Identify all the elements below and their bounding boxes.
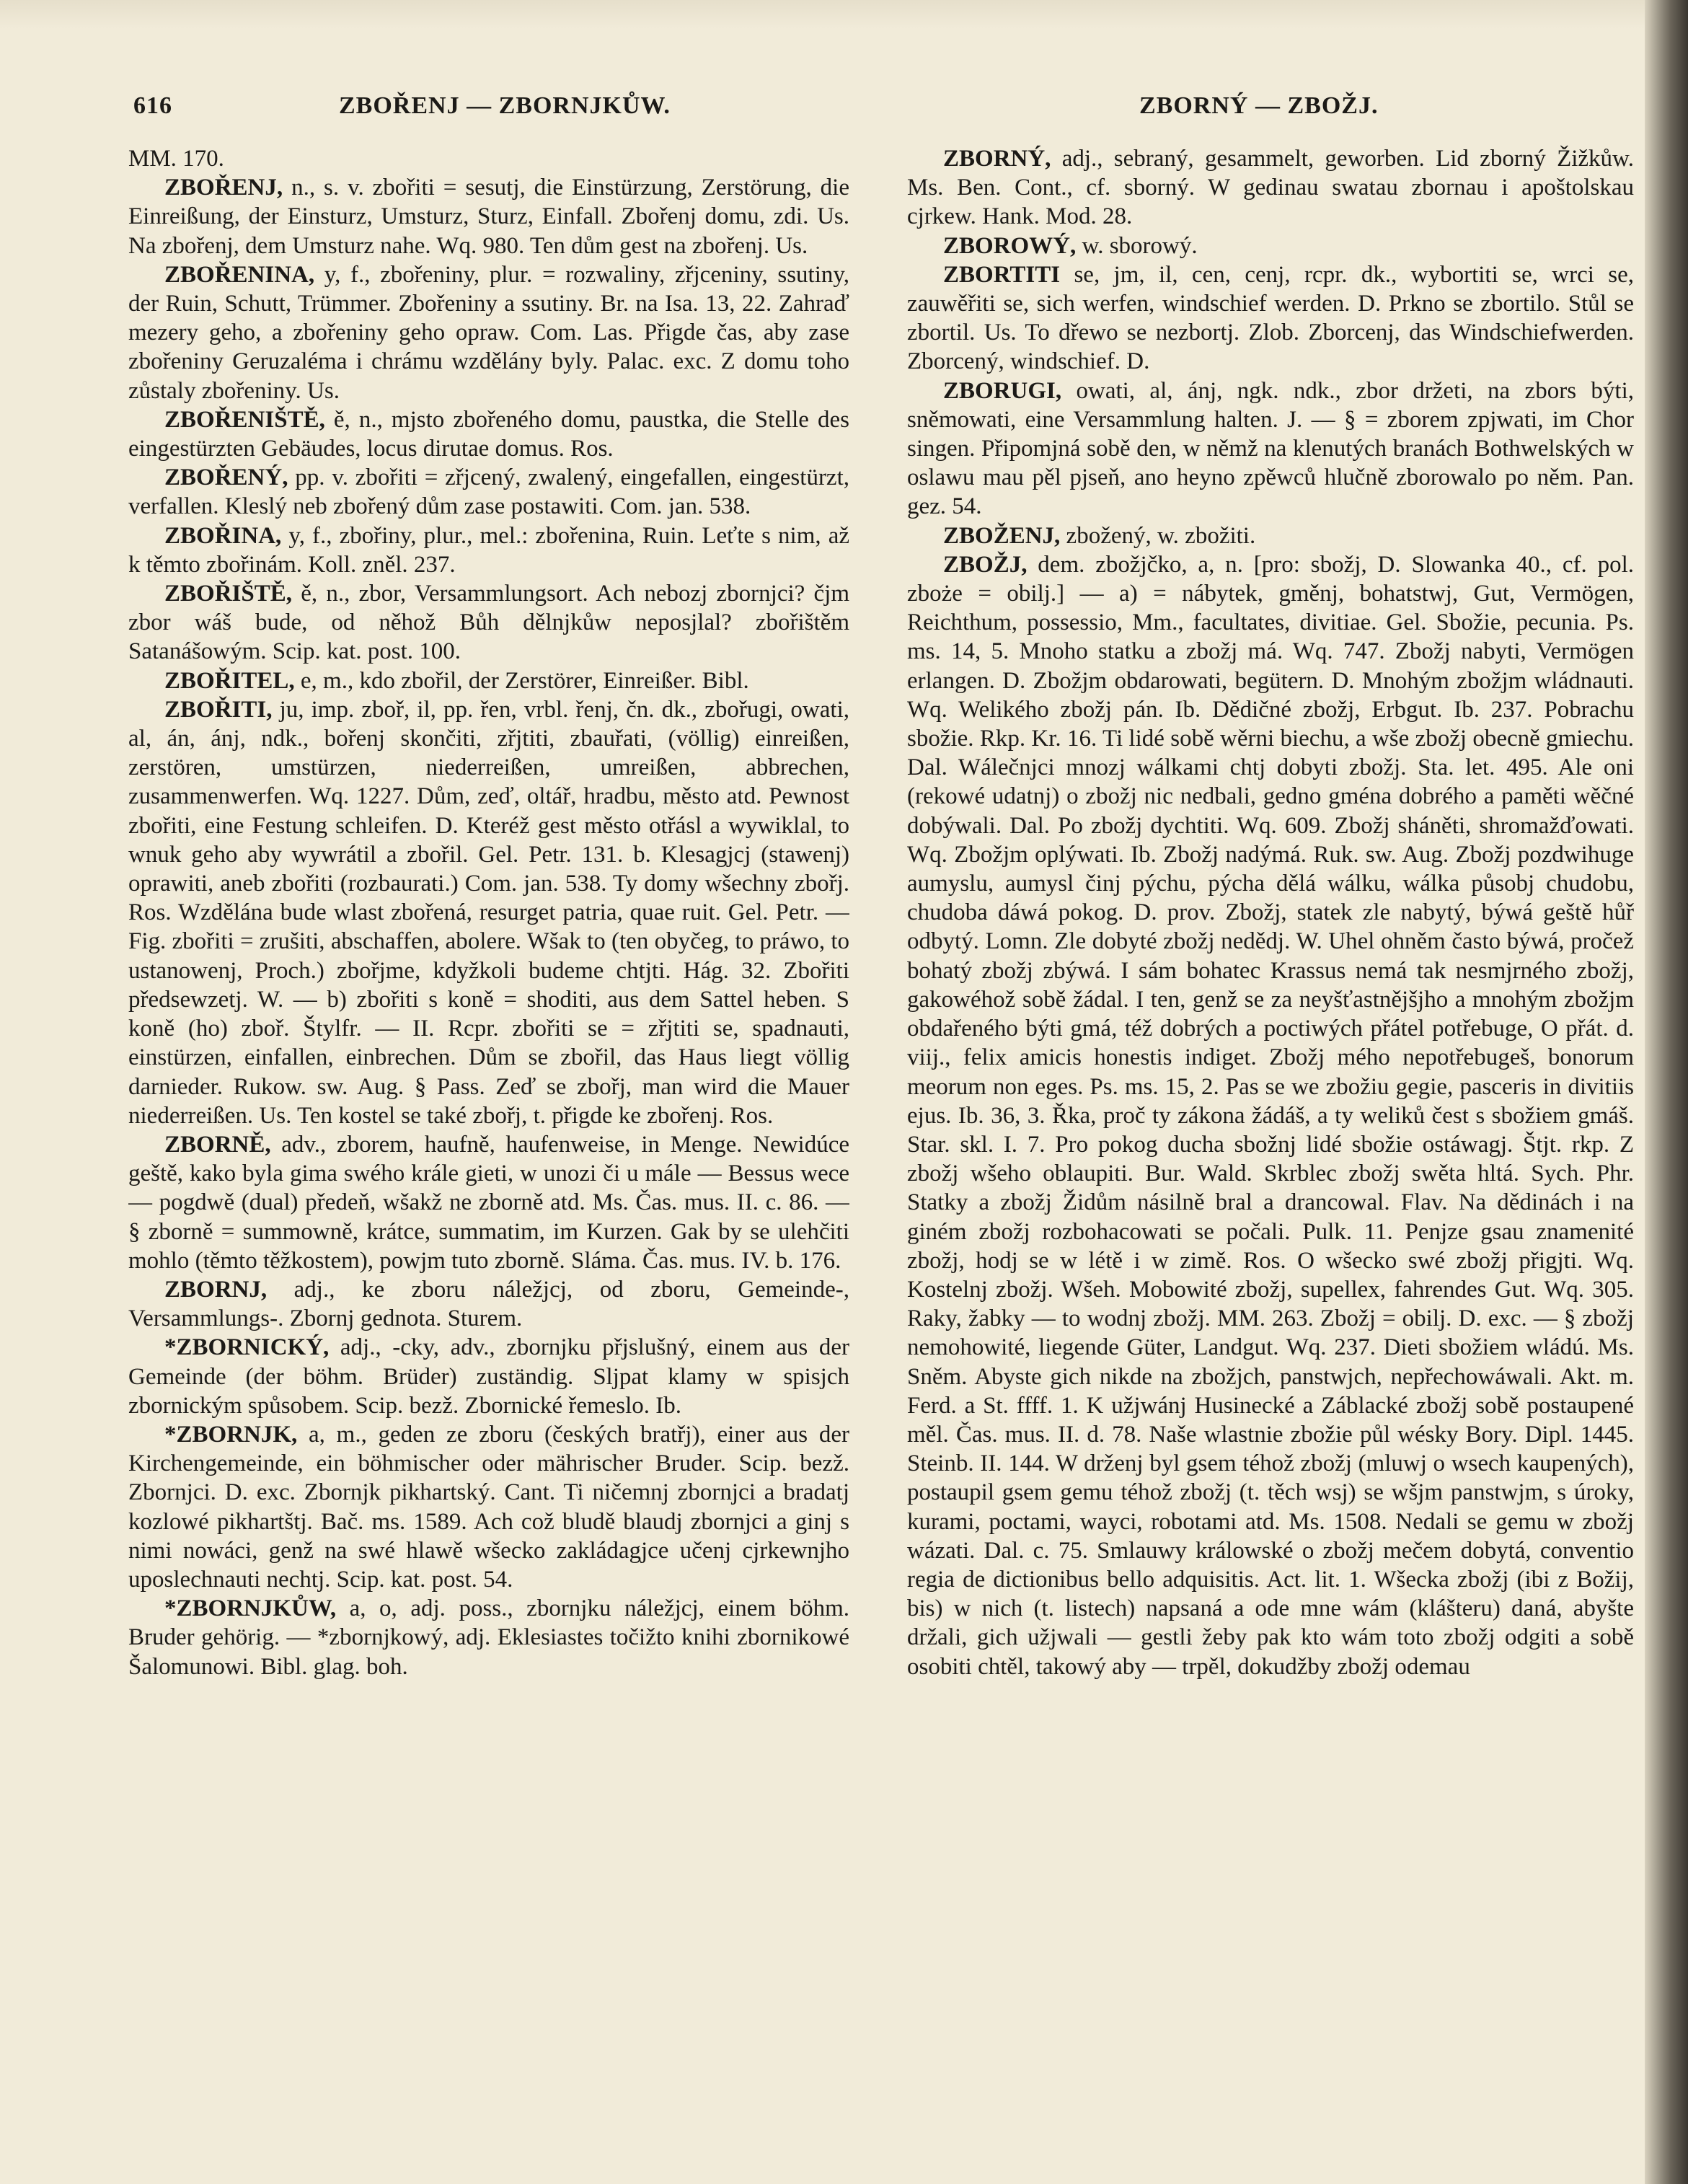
entry-headword: ZBORNÝ,	[943, 146, 1051, 172]
right-column	[907, 144, 1634, 2121]
entry-headword: *ZBORNJKŮW,	[164, 1595, 337, 1622]
entry-headword: ZBOROWÝ,	[943, 232, 1077, 259]
dictionary-entry	[128, 260, 849, 405]
entry-text: y, f., zbořiny, plur., mel.: zbořenina, Ruin. Leťte s nim, až k těmto zbořinám. Koll. zněl. 237.	[128, 522, 849, 578]
entry-text: a, o, adj. poss., zbornjku náležjcj, einem böhm. Bruder gehörig. — *zbornjkowý, adj. Eklesiastes točižto knihi zbornikowé Šalomunowi. Bibl. glag. boh.	[128, 1595, 849, 1680]
entry-headword: ZBORUGI,	[943, 377, 1062, 404]
dictionary-entry	[128, 579, 849, 666]
binding-shadow	[1645, 0, 1688, 2184]
entry-text: zbožený, w. zbožiti.	[1060, 522, 1256, 549]
entry-text: dem. zbožjčko, a, n. [pro: sbožj, D. Slowanka 40., cf. pol. zboże = obilj.] — a) = nábytek, gměnj, bohatstwj, Gut, Vermögen, Reichthum, possessio, Mm., facultates, divitiae. Gel. Sbožie, pecunia. Ps. ms. 14, 5. Mnoho statku a zbožj má. Wq. 747. Zbožj nabyti, Vermögen erlangen. D. Zbožjm obdarowati, begütern. D. Mnohým zbožjm wládnauti. Wq. Welikého zbožj pán. Ib. Dědičné zbožj, Erbgut. Ib. 237. Pobrachu sbožie. Rkp. Kr. 16. Ti lidé sobě wěrni biechu, a wše zbožj obecně gmiechu. Dal. Wálečnjci mnozj wálkami chtj dobyti zbožj. Sta. let. 495. Ale oni (rekowé udatnj) o zbožj nic nedbali, gedno gména dobrého a paměti wěčné dobýwali. Dal. Po zbožj dychtiti. Wq. 609. Zbožj sháněti, shromažďowati. Wq. Zbožjm oplýwati. Ib. Zbožj nadýmá. Ruk. sw. Aug. Zbožj pozdwihuge aumyslu, aumysl činj pýchu, pýcha dělá wálku, wálka působj chudobu, chudoba dáwá pokog. D. prov. Zbožj, statek zle nabytý, býwá geště hůř odbytý. Lomn. Zle dobyté zbožj nedědj. W. Uhel ohněm často býwá, pročež bohatý zbožj zbýwá. I sám bohatec Krassus nemá tak nesmjrného zbožj, gakowéhož sobě žádal. I ten, genž se za neyšťastnějšjho a mnohým zbožjm obdařeného býti gmá, též dobrých a poctiwých přátel potřebuge, O přát. d. viij., felix amicis honestis indiget. Zbožj mého nepotřebugeš, bonorum meorum non eges. Ps. ms. 15, 2. Pas se we zbožiu gegie, pasceris in divitiis ejus. Ib. 36, 3. Řka, proč ty zákona žádáš, a ty weliků čest s sbožiem gmáš. Star. skl. I. 7. Pro pokog ducha sbožnj lidé sbožie ostáwagj. Štjt. rkp. Z zbožj wšeho oblaupiti. Bur. Wald. Skrblec zbožj swěta hltá. Sych. Phr. Statky a zbožj Židům násilně bral a drancowal. Flav. Na dědinách i na giném zbožj rozbohacowati se počali. Pulk. 11. Penjze gsau znamenité zbožj, hodj se w létě i w zimě. Ros. O wšecko swé zbožj přigjti. Wq. Kostelnj zbožj. Wšeh. Mobowité zbožj, supellex, fahrendes Gut. Wq. 305. Raky, žabky — to wodnj zbožj. MM. 263. Zbožj = obilj. D. exc. — § zbožj nemohowité, liegende Güter, Landgut. Wq. 237. Dieti sbožiem wládú. Ms. Sněm. Abyste gich nikde na zbožjch, panstwjch, nepřechowáwali. Akt. m. Ferd. a St. ffff. 1. K užjwánj Husinecké a Záblacké zbožj sobě postaupené měl. Čas. mus. II. d. 78. Naše wlastnie zbožie půl wésky Bory. Dipl. 1445. Steinb. II. 144. W drženj byl gsem téhož zbožj (mluwj o wsech kaupených), postaupil gsem gemu téhož zbožj (t. těch wsj) se wšjm panstwjm, s úroky, kurami, poctami, wayci, robotami atd. Ms. 1508. Nedali se gemu w zbožj wázati. Dal. c. 75. Smlauwy králowské o zbožj mečem dobytá, conventio regia de dictionibus bello adquisitis. Act. lit. 1. Wšecka zbožj (ibi z Božij, bis) w nich (t. listech) napsaná a ode mne wám (klášteru) daná, abyšte držali, gich užjwali — gestli žeby pak kto wám toto zbožj odgiti a sobě osobiti chtěl, takowý aby — trpěl, dokudžby zbožj odemau	[907, 551, 1634, 1680]
entry-headword: ZBOŘENINA,	[164, 261, 315, 288]
entry-text: adj., -cky, adv., zbornjku přjslušný, einem aus der Gemeinde (der böhm. Brüder) zuständig. Sljpat klamy w spisjch zbornickým spůsobem. Scip. bezž. Zbornické řemeslo. Ib.	[128, 1334, 849, 1419]
entry-text: ju, imp. zboř, il, pp. řen, vrbl. řenj, čn. dk., zbořugi, owati, al, án, ánj, ndk., bořenj skončiti, zřjtiti, zbauřati, (völlig) einreißen, zerstören, umstürzen, niederreißen, umreißen, abbrechen, zusammenwerfen. Wq. 1227. Dům, zeď, oltář, hradbu, město atd. Pewnost zbořiti, eine Festung schleifen. D. Kteréž gest město otřásl a wywiklal, to wnuk geho aby wywrátil a zbořil. Gel. Petr. 131. b. Klesagjcj (stawenj) oprawiti, aneb zbořiti (rozbaurati.) Com. jan. 538. Ty domy wšechny zbořj. Ros. Wzdělána bude wlast zbořená, resurget patria, quae ruit. Gel. Petr. — Fig. zbořiti = zrušiti, abschaffen, abolere. Wšak to (ten obyčeg, to práwo, to ustanowenj, Proch.) zbořjme, kdyžkoli budeme chtjti. Hág. 32. Zbořiti předsewzetj. W. — b) zbořiti s koně = shoditi, aus dem Sattel heben. S koně (ho) zboř. Štylfr. — II. Rcpr. zbořiti se = zřjtiti se, spadnauti, einstürzen, einfallen, einbrechen. Dům se zbořil, das Haus liegt völlig darnieder. Rukow. sw. Aug. § Pass. Zeď se zbořj, man wird die Mauer niederreißen. Us. Ten kostel se také zbořj, t. přigde ke zbořenj. Ros.	[128, 696, 849, 1129]
dictionary-entry	[907, 521, 1634, 550]
entry-headword: ZBORNJ,	[164, 1276, 268, 1303]
page-number: 616	[133, 92, 172, 119]
entry-text: se, jm, il, cen, cenj, rcpr. dk., wybortiti se, wrci se, zauwěřiti se, sich werfen, windschief werden. D. Prkno se zbortilo. Stůl se zbortil. Us. To dřewo se nezbortj. Zlob. Zborcenj, das Windschiefwerden. Zborcený, windschief. D.	[907, 261, 1634, 375]
entry-headword: ZBOŘITI,	[164, 696, 273, 723]
dictionary-entry	[128, 1594, 849, 1681]
entry-text: adj., ke zboru náležjcj, od zboru, Gemeinde-, Versammlungs-. Zbornj gednota. Sturem.	[128, 1276, 849, 1332]
dictionary-entry	[128, 666, 849, 695]
dictionary-entry	[128, 1420, 849, 1594]
entry-headword: ZBOŘIŠTĚ,	[164, 581, 292, 607]
right-running-head: ZBORNÝ — ZBOŽJ.	[1139, 92, 1379, 119]
entry-headword: *ZBORNJK,	[164, 1421, 298, 1448]
dictionary-entry	[128, 1130, 849, 1275]
dictionary-entry	[128, 521, 849, 579]
dictionary-entry	[128, 173, 849, 260]
entry-headword: ZBOŘINA,	[164, 522, 282, 549]
entry-headword: ZBOŘITEL,	[164, 667, 295, 694]
dictionary-entry	[128, 1333, 849, 1420]
left-running-head: ZBOŘENJ — ZBORNJKŮW.	[339, 92, 671, 119]
dictionary-entry	[907, 144, 1634, 232]
entry-text: n., s. v. zbořiti = sesutj, die Einstürzung, Zerstörung, die Einreißung, der Einsturz, Umsturz, Sturz, Einfall. Zbořenj domu, zdi. Us. Na zbořenj, dem Umsturz nahe. Wq. 980. Ten dům gest na zbořenj. Us.	[128, 175, 849, 259]
entry-text: MM. 170.	[128, 146, 224, 172]
entry-headword: ZBOŽENJ,	[943, 522, 1061, 549]
dictionary-entry	[907, 377, 1634, 521]
entry-headword: ZBOŘENIŠTĚ,	[164, 406, 325, 433]
dictionary-entry	[128, 1275, 849, 1333]
entry-headword: ZBOŘENÝ,	[164, 464, 288, 491]
entry-headword: ZBOŘENJ,	[164, 175, 283, 201]
running-header	[133, 92, 1619, 136]
entry-headword: ZBORTITI	[943, 261, 1061, 288]
entry-text: ě, n., zbor, Versammlungsort. Ach nebozj zbornjci? čjm zbor wáš bude, od něhož Bůh dělnjkůw neposjlal? zbořištěm Satanášowým. Scip. kat. post. 100.	[128, 581, 849, 665]
entry-text: owati, al, ánj, ngk. ndk., zbor držeti, na zbors býti, sněmowati, eine Versammlung halten. J. — § = zborem zpjwati, im Chor singen. Připomjná sobě den, w němž na klenutých branách Bothwelských w oslawu mau pěl pjseň, ano heyno zpěwců hlučně zborowalo po něm. Pan. gez. 54.	[907, 377, 1634, 520]
dictionary-entry	[128, 405, 849, 463]
dictionary-entry	[907, 260, 1634, 377]
entry-text: pp. v. zbořiti = zřjcený, zwalený, eingefallen, eingestürzt, verfallen. Kleslý neb zbořený dům zase postawiti. Com. jan. 538.	[128, 464, 849, 520]
dictionary-entry	[128, 695, 849, 1130]
entry-text: w. sborowý.	[1076, 232, 1198, 259]
entry-text: adv., zborem, haufně, haufenweise, in Menge. Newidúce geště, kako byla gima swého krále gieti, w unozi či u mále — Bessus wece — pogdwě (dual) předeň, wšakž ne zborně atd. Ms. Čas. mus. II. c. 86. — § zborně = summowně, krátce, summatim, im Kurzen. Gak by se ulehčiti mohlo (těmto těžkostem), powjm tuto zborně. Sláma. Čas. mus. IV. b. 176.	[128, 1131, 849, 1274]
entry-headword: ZBORNĚ,	[164, 1131, 271, 1158]
entry-text: ě, n., mjsto zbořeného domu, paustka, die Stelle des eingestürzten Gebäudes, locus dirutae domus. Ros.	[128, 406, 849, 462]
dictionary-entry	[907, 232, 1634, 260]
left-column	[128, 144, 849, 2121]
entry-headword: *ZBORNICKÝ,	[164, 1334, 330, 1361]
dictionary-entry	[128, 463, 849, 521]
page-top-edge	[0, 0, 1688, 29]
entry-text: adj., sebraný, gesammelt, geworben. Lid zborný Žižkůw. Ms. Ben. Cont., cf. sborný. W gedinau swatau zbornau i apoštolskau cjrkew. Hank. Mod. 28.	[907, 146, 1634, 230]
entry-text: e, m., kdo zbořil, der Zerstörer, Einreißer. Bibl.	[294, 667, 749, 694]
entry-text: a, m., geden ze zboru (českých bratřj), einer aus der Kirchengemeinde, ein böhmischer oder mährischer Bruder. Scip. bezž. Zbornjci. D. exc. Zbornjk pikhartský. Cant. Ti ničemnj zbornjci a bradatj kozlowé pikhartštj. Bač. ms. 1589. Ach což bludě blaudj zbornjci a ginj s nimi nowáci, genž na swé hlawě wšecko zakládagjce učenj cjrkewnjho uposlechnauti nechtj. Scip. kat. post. 54.	[128, 1421, 849, 1593]
dictionary-entry	[907, 550, 1634, 1681]
dictionary-entry	[128, 144, 849, 173]
entry-text: y, f., zbořeniny, plur. = rozwaliny, zřjceniny, ssutiny, der Ruin, Schutt, Trümmer. Zbořeniny a ssutiny. Br. na Isa. 13, 22. Zahraď mezery geho, a zbořeniny geho opraw. Com. Las. Přigde čas, aby zase zbořeniny Geruzaléma i chrámu wzdělány byly. Palac. exc. Z domu toho zůstaly zbořeniny. Us.	[128, 261, 849, 404]
entry-headword: ZBOŽJ,	[943, 551, 1028, 578]
